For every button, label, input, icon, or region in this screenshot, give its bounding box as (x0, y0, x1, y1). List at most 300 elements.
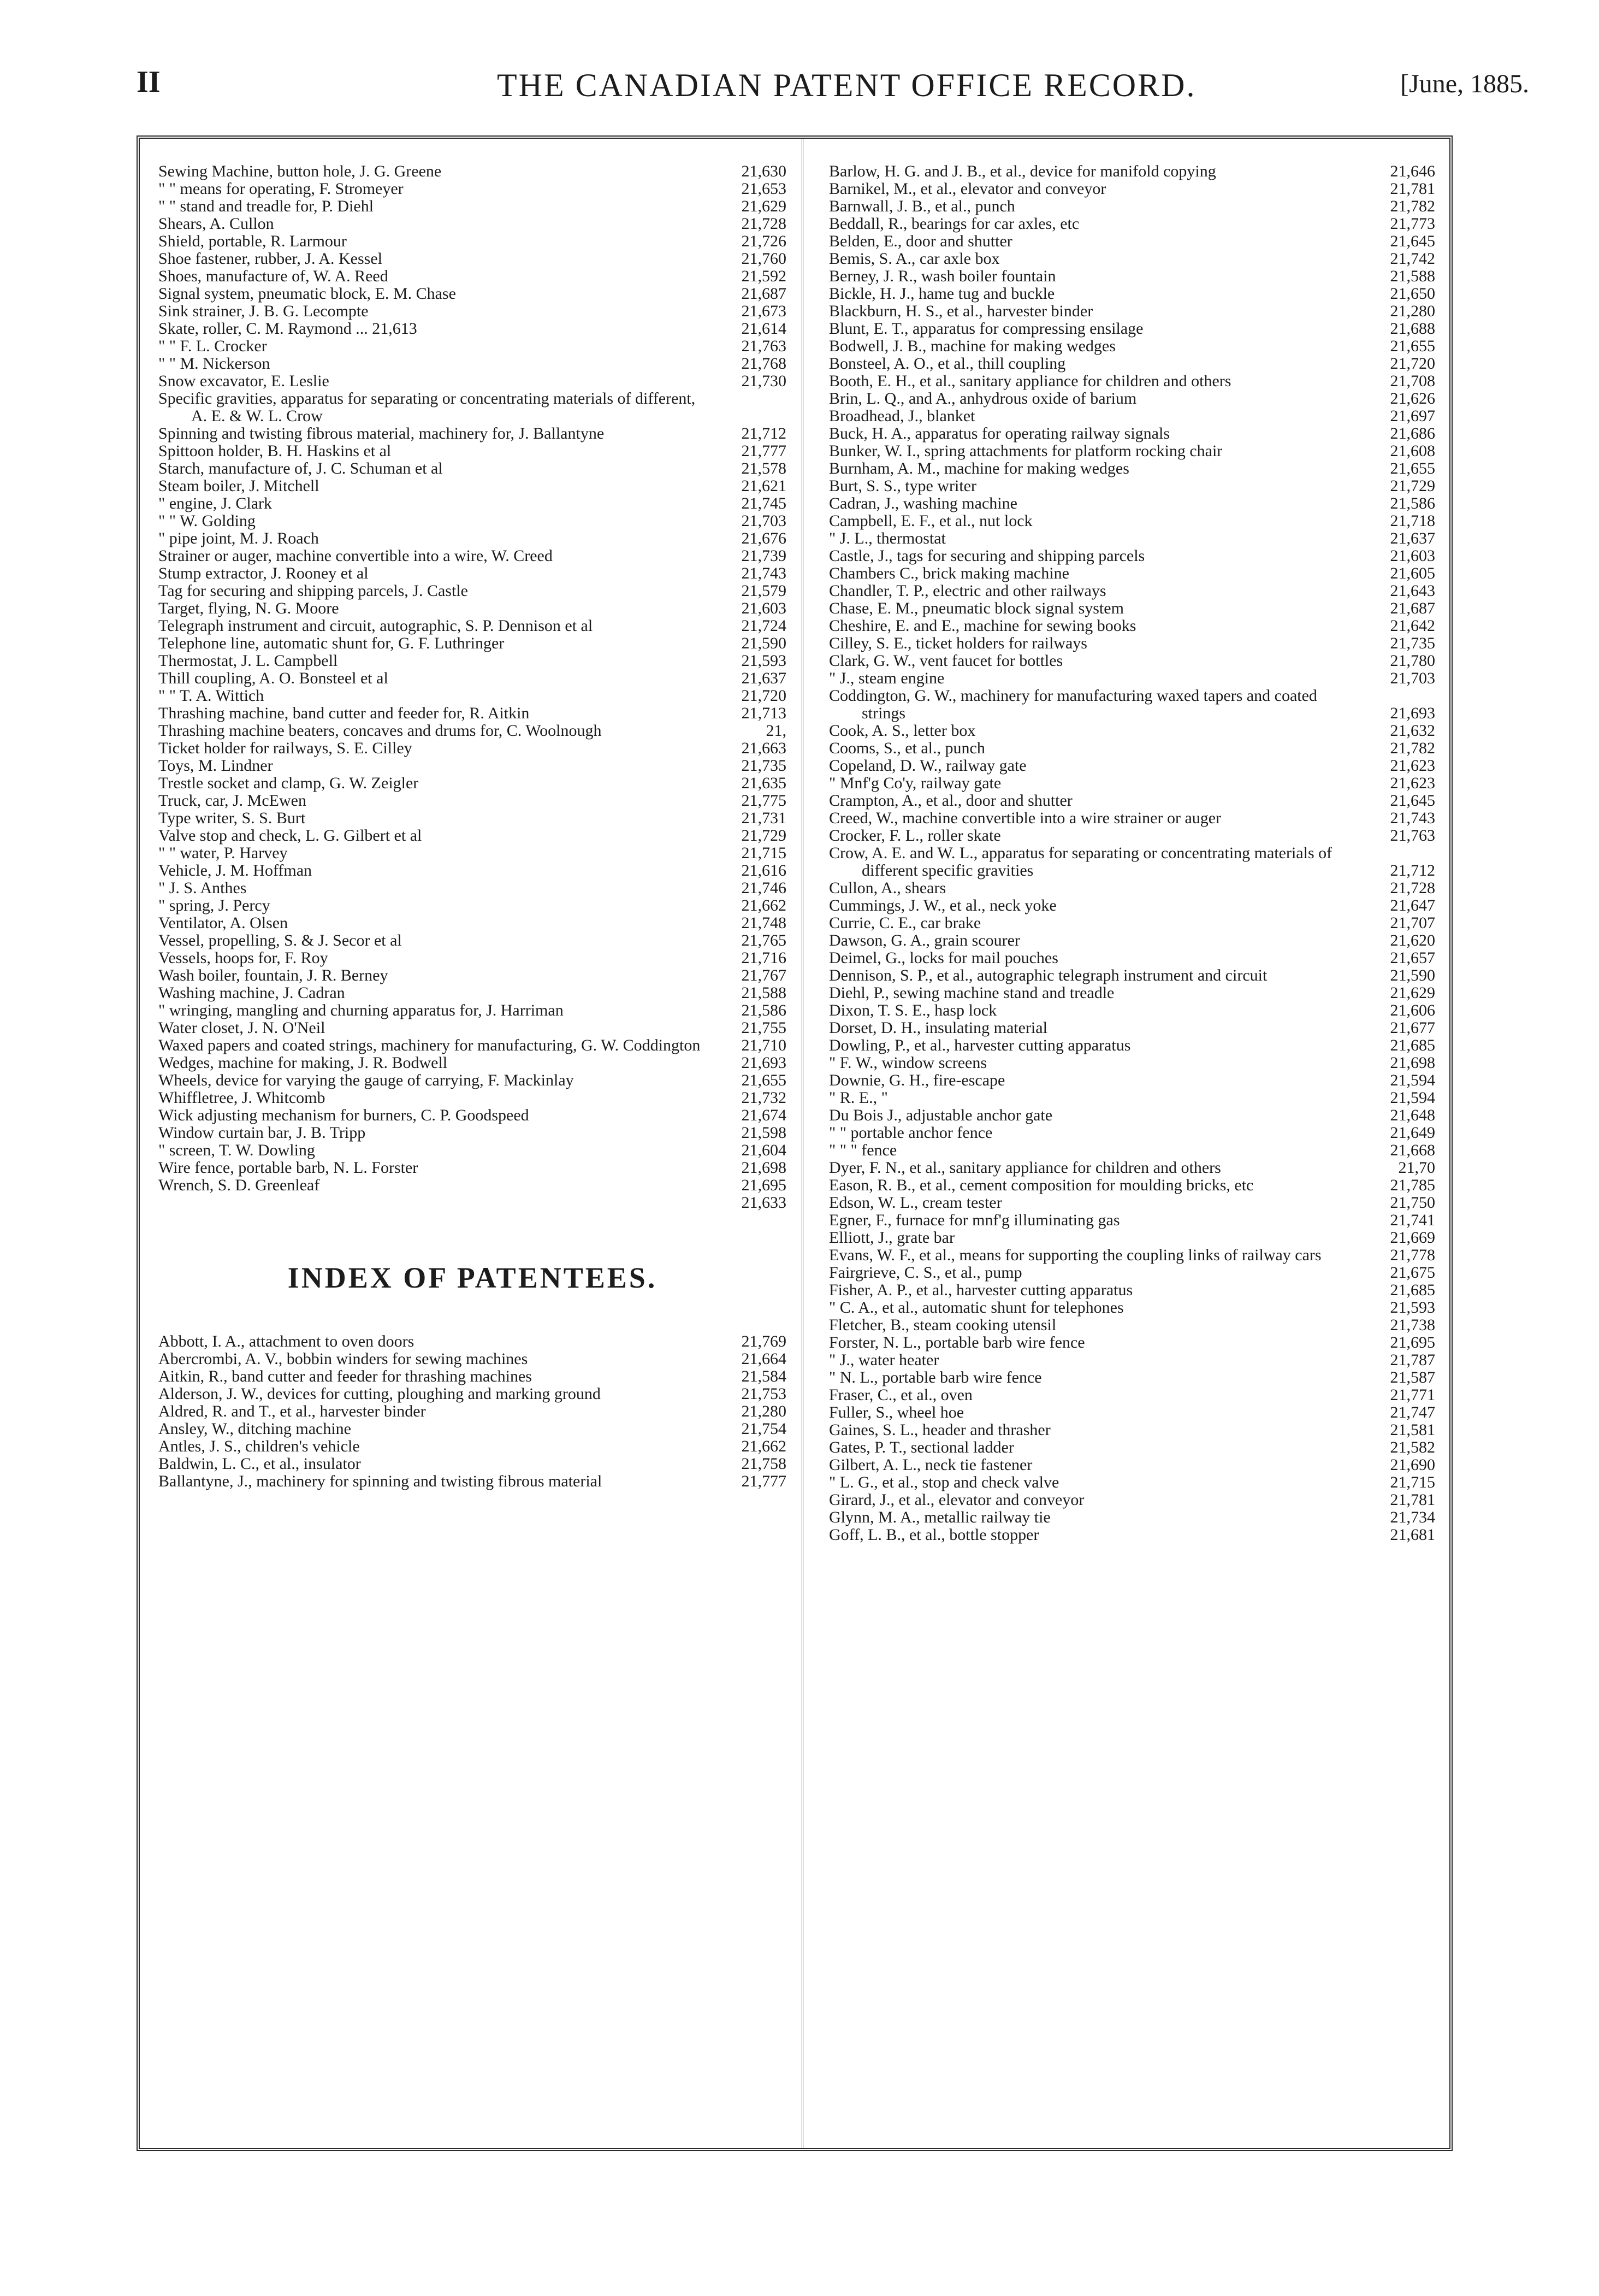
index-entry (158, 390, 786, 425)
index-entry (829, 670, 1435, 687)
index-entry (158, 722, 786, 740)
entry-text: Deimel, G., locks for mail pouches (829, 949, 1058, 967)
patent-number: 21,584 (741, 1367, 786, 1385)
entry-text: Coddington, G. W., machinery for manufacturing waxed tapers and coated strings (829, 687, 1317, 722)
index-entry (158, 1177, 786, 1194)
index-entry (158, 897, 786, 914)
left-column (158, 163, 786, 1490)
patent-number: 21,773 (1390, 215, 1435, 233)
entry-text: Thrashing machine, band cutter and feeder for, R. Aitkin (158, 704, 530, 722)
entry-text: Telegraph instrument and circuit, autographic, S. P. Dennison et al (158, 617, 593, 635)
patent-number: 21,728 (741, 215, 786, 233)
entry-text: Crocker, F. L., roller skate (829, 827, 1001, 845)
index-entry (829, 792, 1435, 810)
index-entry (829, 373, 1435, 390)
patent-number: 21,712 (1390, 861, 1435, 880)
index-entry (158, 1420, 786, 1438)
index-entry (158, 1142, 786, 1159)
patent-number: 21,586 (741, 1001, 786, 1019)
patent-number: 21,629 (1390, 984, 1435, 1002)
entry-text: Blackburn, H. S., et al., harvester binder (829, 302, 1093, 320)
patent-number: 21,664 (741, 1350, 786, 1368)
entry-text: Steam boiler, J. Mitchell (158, 477, 319, 495)
patent-number: 21,669 (1390, 1229, 1435, 1247)
patent-number: 21,650 (1390, 285, 1435, 303)
entry-text: Waxed papers and coated strings, machinery for manufacturing, G. W. Coddington (158, 1036, 701, 1054)
index-entry (158, 687, 786, 705)
entry-text: Cullon, A., shears (829, 879, 946, 897)
entry-text: Alderson, J. W., devices for cutting, ploughing and marking ground (158, 1385, 601, 1403)
entry-text: Wire fence, portable barb, N. L. Forster (158, 1159, 418, 1177)
entry-text: Wash boiler, fountain, J. R. Berney (158, 966, 388, 984)
patent-number: 21,730 (741, 372, 786, 390)
patent-number: 21,687 (741, 285, 786, 303)
entry-text: " wringing, mangling and churning apparatus for, J. Harriman (158, 1001, 564, 1019)
index-entry (158, 303, 786, 320)
index-entry (829, 845, 1435, 880)
patent-number: 21,720 (741, 687, 786, 705)
entry-text: Strainer or auger, machine convertible into a wire, W. Creed (158, 547, 553, 565)
entry-text: " J. L., thermostat (829, 529, 946, 547)
entry-text: Belden, E., door and shutter (829, 232, 1012, 250)
index-entry (829, 1212, 1435, 1229)
entry-text: " " W. Golding (158, 512, 256, 530)
patent-number: 21,728 (1390, 879, 1435, 897)
entry-text: " " portable anchor fence (829, 1124, 993, 1142)
index-entry (158, 530, 786, 547)
patent-number: 21,588 (1390, 267, 1435, 285)
patent-number: 21,635 (741, 774, 786, 792)
entry-text: Vehicle, J. M. Hoffman (158, 861, 312, 880)
entry-text: Starch, manufacture of, J. C. Schuman et al (158, 459, 443, 477)
index-entry (829, 582, 1435, 600)
index-entry (158, 477, 786, 495)
patent-number: 21,726 (741, 232, 786, 250)
patent-number: 21,645 (1390, 232, 1435, 250)
patent-number: 21,754 (741, 1420, 786, 1438)
entry-text: " L. G., et al., stop and check valve (829, 1473, 1059, 1491)
index-entry (158, 1350, 786, 1368)
entry-text: Egner, F., furnace for mnf'g illuminating gas (829, 1211, 1120, 1229)
index-entry (829, 1526, 1435, 1544)
patent-number: 21,582 (1390, 1438, 1435, 1456)
index-entry (829, 617, 1435, 635)
patent-number: 21,693 (1390, 704, 1435, 722)
entry-text: Chambers C., brick making machine (829, 564, 1069, 582)
entry-text: Shoes, manufacture of, W. A. Reed (158, 267, 388, 285)
entry-text: Vessel, propelling, S. & J. Secor et al (158, 931, 402, 949)
entry-text: " N. L., portable barb wire fence (829, 1368, 1042, 1386)
index-entry (829, 425, 1435, 442)
index-entry (829, 460, 1435, 477)
index-entry (158, 1333, 786, 1350)
patent-number: 21,586 (1390, 494, 1435, 512)
index-entry (829, 1456, 1435, 1474)
index-entry (158, 1159, 786, 1177)
index-entry (158, 1385, 786, 1403)
patent-number: 21,732 (741, 1089, 786, 1107)
patent-number: 21,703 (741, 512, 786, 530)
entry-text: Du Bois J., adjustable anchor gate (829, 1106, 1053, 1124)
entry-text: " J., water heater (829, 1351, 939, 1369)
index-entry (158, 425, 786, 442)
entry-text: Copeland, D. W., railway gate (829, 757, 1027, 775)
patent-number: 21,280 (1390, 302, 1435, 320)
patent-number: 21,735 (741, 757, 786, 775)
entry-text: Fraser, C., et al., oven (829, 1386, 973, 1404)
index-entry (829, 932, 1435, 949)
column-divider (802, 139, 806, 2148)
entry-text: Creed, W., machine convertible into a wire strainer or auger (829, 809, 1222, 827)
index-entry (829, 198, 1435, 215)
patent-number: 21,280 (741, 1402, 786, 1420)
index-entry (829, 827, 1435, 845)
index-entry (829, 1421, 1435, 1439)
index-entry (829, 1439, 1435, 1456)
entry-text: Aitkin, R., band cutter and feeder for thrashing machines (158, 1367, 532, 1385)
entry-text: Cilley, S. E., ticket holders for railways (829, 634, 1087, 652)
patent-number: 21,768 (741, 355, 786, 373)
patent-number: 21,743 (741, 564, 786, 582)
entry-text: Tag for securing and shipping parcels, J. Castle (158, 582, 468, 600)
index-entry (829, 1177, 1435, 1194)
entry-text: Girard, J., et al., elevator and conveyor (829, 1491, 1085, 1509)
index-entry (829, 285, 1435, 303)
patent-number: 21,734 (1390, 1508, 1435, 1526)
index-entry (829, 1002, 1435, 1019)
entry-text: Ansley, W., ditching machine (158, 1420, 351, 1438)
index-entry (829, 495, 1435, 512)
patent-number: 21,673 (741, 302, 786, 320)
index-entry (158, 1002, 786, 1019)
patent-number: 21,693 (741, 1054, 786, 1072)
index-entry (158, 460, 786, 477)
index-entry (829, 512, 1435, 530)
index-entry (829, 303, 1435, 320)
index-of-patentees-heading: INDEX OF PATENTEES. (287, 1261, 658, 1294)
index-entry (829, 687, 1435, 722)
index-entry (158, 268, 786, 285)
entry-text: Cook, A. S., letter box (829, 722, 976, 740)
patent-number: 21,724 (741, 617, 786, 635)
index-entry (158, 1438, 786, 1455)
index-entry (829, 600, 1435, 617)
entry-text: " " T. A. Wittich (158, 687, 264, 705)
index-entry (158, 827, 786, 845)
patent-number: 21,605 (1390, 564, 1435, 582)
entry-text: " spring, J. Percy (158, 896, 270, 914)
patent-number: 21,655 (1390, 337, 1435, 355)
index-entry (829, 408, 1435, 425)
index-entry (158, 600, 786, 617)
entry-text: " F. W., window screens (829, 1054, 987, 1072)
patent-number: 21,681 (1390, 1526, 1435, 1544)
index-entry (158, 1455, 786, 1473)
index-entry (829, 250, 1435, 268)
patent-number: 21,663 (741, 739, 786, 757)
patent-number: 21,760 (741, 250, 786, 268)
index-entry (158, 582, 786, 600)
entry-text: Wheels, device for varying the gauge of carrying, F. Mackinlay (158, 1071, 574, 1089)
index-entry (829, 355, 1435, 373)
patent-number: 21,594 (1390, 1089, 1435, 1107)
entry-text: Sewing Machine, button hole, J. G. Greene (158, 162, 442, 180)
patent-number: 21,698 (1390, 1054, 1435, 1072)
index-entry (158, 670, 786, 687)
entry-text: Campbell, E. F., et al., nut lock (829, 512, 1033, 530)
patent-number: 21,662 (741, 1437, 786, 1455)
entry-text: Truck, car, J. McEwen (158, 792, 306, 810)
patent-number: 21,690 (1390, 1456, 1435, 1474)
entry-text: Toys, M. Lindner (158, 757, 273, 775)
patent-number: 21,657 (1390, 949, 1435, 967)
patent-number: 21,616 (741, 861, 786, 880)
entry-text: Elliott, J., grate bar (829, 1229, 955, 1247)
patent-number: 21,581 (1390, 1421, 1435, 1439)
index-entry (158, 792, 786, 810)
patent-number: 21,777 (741, 442, 786, 460)
index-entry (829, 652, 1435, 670)
patent-number: 21,715 (741, 844, 786, 862)
entry-text: Window curtain bar, J. B. Tripp (158, 1124, 366, 1142)
issue-date: [June, 1885. (1400, 69, 1529, 98)
patent-number: 21,712 (741, 424, 786, 442)
index-entry (158, 1019, 786, 1037)
entry-text: Cummings, J. W., et al., neck yoke (829, 896, 1057, 914)
patent-number: 21,675 (1390, 1264, 1435, 1282)
index-entry (158, 1037, 786, 1054)
index-entry (158, 967, 786, 984)
patent-number: 21,707 (1390, 914, 1435, 932)
index-entry (829, 1264, 1435, 1282)
index-entry (829, 565, 1435, 582)
patentee-index-list-right (829, 163, 1435, 1544)
entry-text: " " M. Nickerson (158, 355, 270, 373)
index-entry (829, 914, 1435, 932)
entry-text: Evans, W. F., et al., means for supporting the coupling links of railway cars (829, 1246, 1322, 1264)
patent-number: 21,646 (1390, 162, 1435, 180)
index-entry (158, 845, 786, 862)
patent-number: 21,758 (741, 1455, 786, 1473)
patent-number: 21,677 (1390, 1019, 1435, 1037)
entry-text: Gilbert, A. L., neck tie fastener (829, 1456, 1033, 1474)
entry-text: Barnwall, J. B., et al., punch (829, 197, 1015, 215)
entry-text: Blunt, E. T., apparatus for compressing ensilage (829, 320, 1144, 338)
patent-number: 21,674 (741, 1106, 786, 1124)
entry-text: " screen, T. W. Dowling (158, 1141, 315, 1159)
entry-text: Crow, A. E. and W. L., apparatus for separating or concentrating materials of different specific gravities (829, 844, 1332, 880)
entry-text: Dyer, F. N., et al., sanitary appliance for children and others (829, 1159, 1221, 1177)
index-entry (158, 932, 786, 949)
index-entry (829, 740, 1435, 757)
entry-text: Thill coupling, A. O. Bonsteel et al (158, 669, 388, 687)
patent-number: 21, (766, 722, 786, 740)
index-entry (829, 1107, 1435, 1124)
patent-number: 21,787 (1390, 1351, 1435, 1369)
index-entry (829, 180, 1435, 198)
index-entry (829, 1072, 1435, 1089)
entry-text: Burnham, A. M., machine for making wedges (829, 459, 1129, 477)
index-entry (829, 635, 1435, 652)
index-entry (829, 775, 1435, 792)
index-entry (158, 775, 786, 792)
patent-number: 21,685 (1390, 1281, 1435, 1299)
entry-text: Abbott, I. A., attachment to oven doors (158, 1332, 414, 1350)
patent-number: 21,713 (741, 704, 786, 722)
index-entry (158, 215, 786, 233)
entry-text: Cadran, J., washing machine (829, 494, 1017, 512)
index-entry (158, 320, 786, 338)
entry-text: Castle, J., tags for securing and shipping parcels (829, 547, 1145, 565)
entry-text: Thermostat, J. L. Campbell (158, 652, 338, 670)
index-entry (829, 897, 1435, 914)
index-entry (158, 1072, 786, 1089)
index-entry (158, 949, 786, 967)
entry-text: Dorset, D. H., insulating material (829, 1019, 1047, 1037)
index-entry (158, 233, 786, 250)
entry-text: Ballantyne, J., machinery for spinning and twisting fibrous material (158, 1472, 602, 1490)
entry-text: Dawson, G. A., grain scourer (829, 931, 1020, 949)
index-entry (158, 355, 786, 373)
entry-text: Edson, W. L., cream tester (829, 1194, 1002, 1212)
patent-number: 21,593 (741, 652, 786, 670)
index-entry (158, 862, 786, 880)
entry-text: Gaines, S. L., header and thrasher (829, 1421, 1051, 1439)
index-entry (158, 652, 786, 670)
entry-text: " C. A., et al., automatic shunt for telephones (829, 1298, 1124, 1317)
index-entry (829, 880, 1435, 897)
patent-number: 21,587 (1390, 1368, 1435, 1386)
index-entry (158, 338, 786, 355)
entry-text: " pipe joint, M. J. Roach (158, 529, 319, 547)
entry-text: Glynn, M. A., metallic railway tie (829, 1508, 1051, 1526)
patent-number: 21,620 (1390, 931, 1435, 949)
index-entry (829, 1299, 1435, 1317)
entry-text: " J. S. Anthes (158, 879, 247, 897)
entry-text: Bickle, H. J., hame tug and buckle (829, 285, 1055, 303)
patent-number: 21,746 (741, 879, 786, 897)
patent-number: 21,626 (1390, 389, 1435, 408)
index-entry (829, 338, 1435, 355)
patent-number: 21,697 (1390, 407, 1435, 425)
index-entry (829, 1054, 1435, 1072)
patent-number: 21,745 (741, 494, 786, 512)
index-entry (829, 757, 1435, 775)
patent-number: 21,708 (1390, 372, 1435, 390)
patent-number: 21,648 (1390, 1106, 1435, 1124)
entry-text: Crampton, A., et al., door and shutter (829, 792, 1073, 810)
entry-text: Booth, E. H., et al., sanitary appliance for children and others (829, 372, 1231, 390)
entry-text: Fairgrieve, C. S., et al., pump (829, 1264, 1022, 1282)
patent-number: 21,686 (1390, 424, 1435, 442)
entry-text: Telephone line, automatic shunt for, G. F. Luthringer (158, 634, 505, 652)
entry-text: Baldwin, L. C., et al., insulator (158, 1455, 361, 1473)
patent-number: 21,630 (741, 162, 786, 180)
patent-number: 21,653 (741, 180, 786, 198)
index-entry (829, 1509, 1435, 1526)
patent-number: 21,608 (1390, 442, 1435, 460)
index-entry (158, 914, 786, 932)
entry-text: Ventilator, A. Olsen (158, 914, 288, 932)
entry-text: Snow excavator, E. Leslie (158, 372, 329, 390)
subject-index-list (158, 163, 786, 1212)
patent-number: 21,632 (1390, 722, 1435, 740)
patent-number: 21,688 (1390, 320, 1435, 338)
entry-text: " " F. L. Crocker (158, 337, 267, 355)
entry-text: Bemis, S. A., car axle box (829, 250, 1000, 268)
patent-number: 21,637 (1390, 529, 1435, 547)
patent-number: 21,633 (741, 1194, 786, 1212)
entry-text: Cheshire, E. and E., machine for sewing books (829, 617, 1136, 635)
index-entry (829, 1019, 1435, 1037)
entry-text: Water closet, J. N. O'Neil (158, 1019, 325, 1037)
index-entry (158, 810, 786, 827)
entry-text: Wrench, S. D. Greenleaf (158, 1176, 320, 1194)
entry-text: Dennison, S. P., et al., autographic telegraph instrument and circuit (829, 966, 1268, 984)
index-entry (829, 1474, 1435, 1491)
patent-number: 21,649 (1390, 1124, 1435, 1142)
entry-text: Broadhead, J., blanket (829, 407, 975, 425)
index-entry (829, 967, 1435, 984)
entry-text: Gates, P. T., sectional ladder (829, 1438, 1014, 1456)
patent-number: 21,781 (1390, 180, 1435, 198)
index-entry (829, 810, 1435, 827)
patent-number: 21,765 (741, 931, 786, 949)
patent-number: 21,588 (741, 984, 786, 1002)
entry-text: " " stand and treadle for, P. Diehl (158, 197, 374, 215)
entry-text: Target, flying, N. G. Moore (158, 599, 339, 617)
entry-text: Diehl, P., sewing machine stand and treadle (829, 984, 1115, 1002)
index-frame (137, 135, 1453, 2151)
index-entry (829, 390, 1435, 408)
patent-number: 21,645 (1390, 792, 1435, 810)
patent-number: 21,614 (741, 320, 786, 338)
patent-number: 21,578 (741, 459, 786, 477)
patent-number: 21,637 (741, 669, 786, 687)
index-entry (829, 1351, 1435, 1369)
entry-text: " Mnf'g Co'y, railway gate (829, 774, 1002, 792)
index-entry (829, 1334, 1435, 1351)
index-entry (829, 1124, 1435, 1142)
patentee-index-list-left (158, 1333, 786, 1490)
entry-text: Ticket holder for railways, S. E. Cilley (158, 739, 412, 757)
patent-number: 21,695 (1390, 1333, 1435, 1351)
index-entry (829, 722, 1435, 740)
patent-number: 21,603 (1390, 547, 1435, 565)
entry-text: Beddall, R., bearings for car axles, etc (829, 215, 1080, 233)
index-entry (158, 180, 786, 198)
index-entry (829, 1159, 1435, 1177)
patent-number: 21,593 (1390, 1298, 1435, 1317)
patent-number: 21,643 (1390, 582, 1435, 600)
patent-number: 21,729 (741, 827, 786, 845)
entry-text: Stump extractor, J. Rooney et al (158, 564, 369, 582)
entry-text: Signal system, pneumatic block, E. M. Chase (158, 285, 456, 303)
index-entry (158, 1368, 786, 1385)
entry-text: Antles, J. S., children's vehicle (158, 1437, 360, 1455)
entry-text: Fisher, A. P., et al., harvester cutting apparatus (829, 1281, 1133, 1299)
index-entry (158, 250, 786, 268)
entry-text: " engine, J. Clark (158, 494, 273, 512)
patent-number: 21,603 (741, 599, 786, 617)
patent-number: 21,642 (1390, 617, 1435, 635)
patent-number: 21,739 (741, 547, 786, 565)
patent-number: 21,729 (1390, 477, 1435, 495)
patent-number: 21,623 (1390, 757, 1435, 775)
patent-number: 21,748 (741, 914, 786, 932)
patent-number: 21,771 (1390, 1386, 1435, 1404)
patent-number: 21,703 (1390, 669, 1435, 687)
